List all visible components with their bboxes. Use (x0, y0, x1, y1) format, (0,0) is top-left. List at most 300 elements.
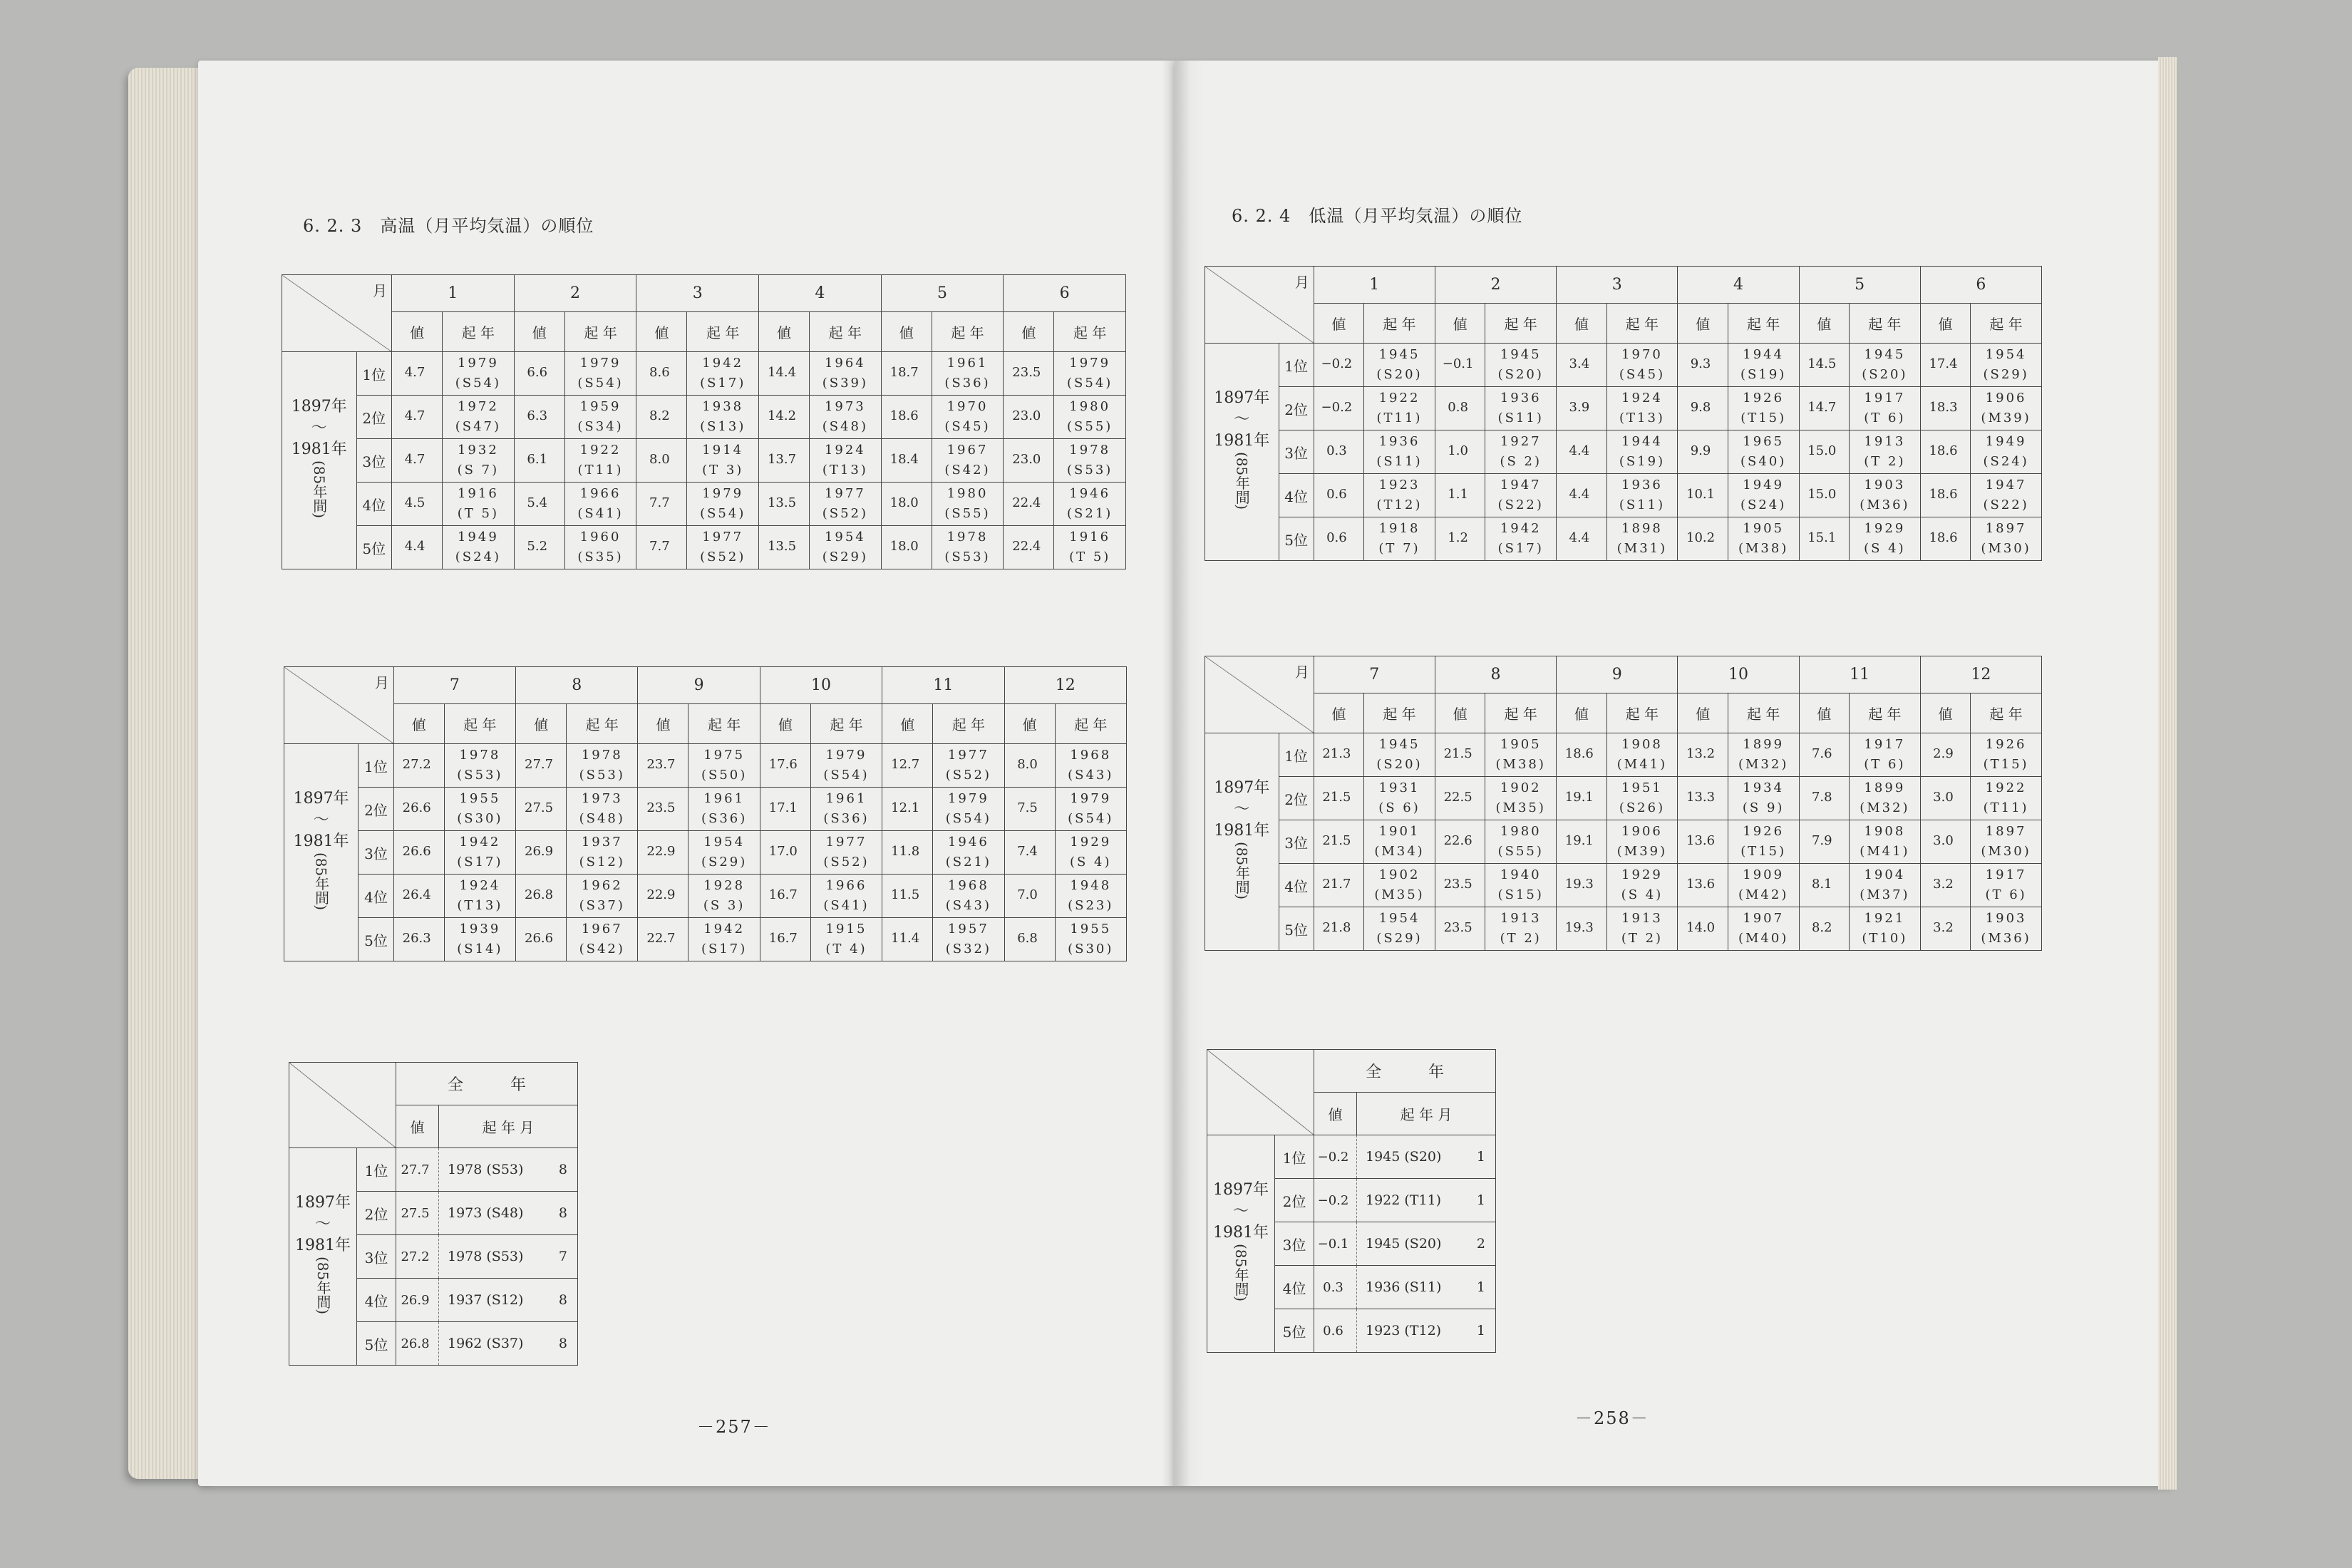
era-value: (T15) (1740, 844, 1787, 859)
year-value: 1917 (1864, 391, 1906, 406)
rank-label: 2位 (356, 396, 392, 439)
temp-value: 0.6 (1314, 474, 1363, 517)
temp-value: 1.1 (1435, 474, 1485, 517)
value-header: 値 (1920, 304, 1970, 344)
period-cell (284, 744, 359, 961)
year-cell (1606, 733, 1678, 777)
rank-label: 4位 (356, 483, 392, 526)
year-cell (1485, 344, 1557, 387)
year-cell (810, 352, 882, 396)
year-header: 起 年 (1485, 693, 1557, 733)
year-cell (933, 788, 1004, 831)
temp-value: 4.4 (392, 526, 443, 569)
month-header: 7 (393, 667, 515, 704)
temp-value: −0.1 (1314, 1222, 1357, 1266)
year-cell (1364, 820, 1435, 864)
year-value: 1978 (1069, 443, 1111, 458)
month-header: 6 (1920, 267, 2041, 304)
year-cell (444, 744, 515, 788)
year-value: 1954 (824, 530, 866, 545)
period-end: 1981年 (1214, 821, 1270, 840)
era-value: (S19) (1740, 367, 1787, 382)
era-value: (T 3) (702, 463, 744, 478)
period-tilde: ～ (1234, 800, 1250, 818)
temp-value: 6.8 (1004, 918, 1055, 961)
temp-value: 18.6 (881, 396, 932, 439)
temp-value: 8.6 (636, 352, 687, 396)
year-cell (1054, 396, 1126, 439)
year-value: 1936 (1378, 434, 1420, 449)
table-row (1205, 517, 2042, 561)
temp-value: 26.8 (396, 1322, 439, 1366)
year-value: 1970 (1621, 347, 1663, 362)
temp-value: 13.6 (1678, 820, 1728, 864)
era-value: (S53) (457, 768, 503, 783)
year-value: 1901 (1378, 824, 1420, 839)
rank-label: 2位 (1279, 777, 1314, 820)
era-value: (S47) (455, 419, 502, 434)
era-value: (S34) (577, 419, 624, 434)
table-row (1205, 344, 2042, 387)
year-value: 1980 (947, 486, 989, 501)
rank-label: 5位 (356, 526, 392, 569)
era-value: (S12) (579, 855, 625, 870)
era-value: (S43) (1068, 768, 1114, 783)
year-value: 1897 (1985, 824, 2027, 839)
temp-value: 22.6 (1435, 820, 1485, 864)
year-value: 1904 (1864, 867, 1906, 882)
era-value: (S53) (579, 768, 625, 783)
temp-value: 4.4 (1557, 430, 1606, 474)
temp-value: 27.2 (393, 744, 444, 788)
year-value: 1929 (1864, 521, 1906, 536)
annual-header: 全 年 (1314, 1050, 1496, 1093)
era-value: (T 6) (1864, 757, 1906, 772)
year-cell (567, 875, 638, 918)
era-value: (S11) (1619, 497, 1666, 512)
section-title-high: 6. 2. 3 高温（月平均気温）の順位 (303, 216, 594, 236)
year-value: 1909 (1743, 867, 1785, 882)
temp-value: 6.6 (514, 352, 564, 396)
year-cell (1055, 875, 1126, 918)
era-value: (S45) (1619, 367, 1666, 382)
year-value: 1972 (457, 399, 499, 414)
year-cell (1850, 864, 1921, 907)
year-header: 起 年 (1364, 693, 1435, 733)
table-row (1205, 777, 2042, 820)
year-cell (1485, 517, 1557, 561)
year-cell (1971, 344, 2042, 387)
year-value: 1938 (702, 399, 744, 414)
temp-value: 15.0 (1799, 430, 1849, 474)
temp-value: 5.2 (514, 526, 564, 569)
year-value: 1902 (1500, 780, 1542, 795)
year-header: 起 年 (933, 704, 1004, 744)
era-value: (S48) (579, 811, 625, 826)
year-value: 1964 (824, 356, 866, 371)
month-header: 11 (882, 667, 1004, 704)
year-month-cell (1357, 1266, 1496, 1309)
rank-label: 5位 (359, 918, 393, 961)
period-tilde: ～ (313, 810, 329, 829)
temp-value: −0.2 (1314, 1179, 1357, 1222)
year-value: 1908 (1864, 824, 1906, 839)
era-value: (S29) (1983, 367, 2029, 382)
month-header: 12 (1004, 667, 1126, 704)
temp-value: 5.4 (514, 483, 564, 526)
year-cell (444, 788, 515, 831)
era-value: (M34) (1374, 844, 1425, 859)
month-header: 8 (516, 667, 638, 704)
rank-label: 4位 (357, 1279, 396, 1322)
year-value: 1967 (581, 922, 623, 937)
table-row (284, 788, 1127, 831)
right-page-edges (2158, 57, 2177, 1490)
era-value: (M31) (1616, 541, 1668, 556)
value-header: 値 (1678, 693, 1728, 733)
year-month-cell (439, 1235, 578, 1279)
year-value: 1979 (1069, 356, 1111, 371)
year-cell (1728, 387, 1799, 430)
temp-value: 3.0 (1920, 820, 1970, 864)
temp-value: 12.1 (882, 788, 933, 831)
year-cell (810, 875, 882, 918)
temp-value: 18.6 (1557, 733, 1606, 777)
value-header: 値 (1678, 304, 1728, 344)
era-value: (S20) (1497, 367, 1544, 382)
era-value: (M35) (1495, 800, 1546, 815)
year-value: 1980 (1069, 399, 1111, 414)
year-cell (1850, 733, 1921, 777)
era-value: (S42) (579, 942, 625, 956)
annual-header: 全 年 (396, 1063, 578, 1105)
era-value: (M38) (1738, 541, 1789, 556)
year-value: 1937 (581, 835, 623, 850)
year-cell (932, 352, 1004, 396)
year-value: 1979 (947, 791, 989, 806)
low-temp-table-jan-jun (1205, 266, 2042, 561)
year-header: 起 年 (1606, 304, 1678, 344)
era-value: (S 4) (1621, 887, 1664, 902)
table-row (1205, 864, 2042, 907)
year-value: 1923 (1378, 478, 1420, 492)
year-value: 1944 (1743, 347, 1785, 362)
year-value: 1926 (1743, 824, 1785, 839)
year-cell (443, 352, 515, 396)
month-header: 3 (636, 275, 759, 312)
era-value: (S29) (822, 550, 868, 564)
month-value: 8 (558, 1162, 568, 1177)
year-cell (1850, 474, 1921, 517)
period-start: 1897年 (1214, 778, 1270, 797)
temp-value: 19.1 (1557, 820, 1606, 864)
year-value: 1897 (1985, 521, 2027, 536)
year-cell (1728, 777, 1799, 820)
era-value: (T13) (457, 898, 503, 913)
year-value: 1922 (1985, 780, 2027, 795)
era-value: (T 2) (1621, 931, 1664, 946)
year-value: 1961 (703, 791, 746, 806)
year-value: 1945 (1864, 347, 1906, 362)
year-header: 起 年 (1850, 304, 1921, 344)
year-cell (1055, 831, 1126, 875)
year-value: 1905 (1743, 521, 1785, 536)
temp-value: 22.9 (638, 831, 688, 875)
year-value: 1931 (1378, 780, 1420, 795)
table-row (282, 396, 1126, 439)
temp-value: 4.4 (1557, 517, 1606, 561)
year-value: 1922 (579, 443, 621, 458)
era-value: (S54) (700, 506, 746, 521)
year-cell (564, 396, 636, 439)
year-value: 1978 (459, 748, 501, 763)
temp-value: 23.7 (638, 744, 688, 788)
year-cell (564, 352, 636, 396)
value-header: 値 (1799, 304, 1849, 344)
year-value: 1966 (825, 878, 867, 893)
year-cell (1728, 733, 1799, 777)
year-era: 1945 (S20) (1366, 1149, 1442, 1165)
year-value: 1924 (1621, 391, 1663, 406)
era-value: (M35) (1374, 887, 1425, 902)
rank-label: 3位 (357, 1235, 396, 1279)
temp-value: 4.7 (392, 352, 443, 396)
temp-value: 14.4 (759, 352, 810, 396)
era-value: (S20) (1376, 757, 1423, 772)
year-value: 1957 (947, 922, 989, 937)
temp-value: 26.8 (516, 875, 567, 918)
year-value: 1902 (1378, 867, 1420, 882)
era-value: (S17) (701, 942, 748, 956)
temp-value: 0.6 (1314, 517, 1363, 561)
year-cell (443, 483, 515, 526)
period-tilde: ～ (314, 1214, 331, 1233)
year-cell (1850, 777, 1921, 820)
year-cell (1485, 430, 1557, 474)
value-header: 値 (514, 312, 564, 352)
year-header: 起 年 (932, 312, 1004, 352)
period-tilde: ～ (311, 418, 327, 437)
value-header: 値 (392, 312, 443, 352)
temp-value: 7.8 (1799, 777, 1849, 820)
year-value: 1916 (457, 486, 499, 501)
rank-label: 5位 (1279, 517, 1314, 561)
year-value: 1951 (1621, 780, 1663, 795)
month-label: 月 (1294, 664, 1309, 681)
year-value: 1966 (579, 486, 621, 501)
year-cell (1054, 483, 1126, 526)
value-header: 値 (881, 312, 932, 352)
era-value: (M32) (1738, 757, 1789, 772)
year-cell (687, 526, 759, 569)
year-value: 1942 (459, 835, 501, 850)
rank-label: 1位 (1279, 733, 1314, 777)
corner-cell (284, 667, 394, 744)
rank-label: 1位 (1279, 344, 1314, 387)
year-value: 1979 (1070, 791, 1112, 806)
era-value: (S 3) (703, 898, 746, 913)
era-value: (S54) (1068, 811, 1114, 826)
temp-value: 26.9 (396, 1279, 439, 1322)
era-value: (M32) (1860, 800, 1910, 815)
temp-value: 7.4 (1004, 831, 1055, 875)
year-header: 起 年 (1728, 304, 1799, 344)
year-cell (932, 483, 1004, 526)
year-value: 1965 (1743, 434, 1785, 449)
year-cell (933, 918, 1004, 961)
temp-value: 22.9 (638, 875, 688, 918)
year-cell (1485, 733, 1557, 777)
year-cell (1485, 820, 1557, 864)
temp-value: 21.8 (1314, 907, 1363, 951)
year-cell (810, 483, 882, 526)
value-header: 値 (393, 704, 444, 744)
year-value: 1928 (703, 878, 746, 893)
year-cell (1728, 864, 1799, 907)
year-cell (1606, 387, 1678, 430)
year-cell (1606, 820, 1678, 864)
era-value: (M40) (1738, 931, 1789, 946)
year-cell (687, 396, 759, 439)
month-value: 1 (1476, 1149, 1486, 1165)
year-value: 1936 (1621, 478, 1663, 492)
year-header: 起 年 (687, 312, 759, 352)
year-cell (1364, 733, 1435, 777)
period-span: (85年間) (1232, 1243, 1249, 1302)
year-cell (444, 918, 515, 961)
era-value: (S42) (944, 463, 991, 478)
rank-label: 1位 (357, 1148, 396, 1192)
period-end: 1981年 (1214, 431, 1270, 450)
temp-value: 18.0 (881, 483, 932, 526)
year-value: 1924 (459, 878, 501, 893)
temp-value: 17.0 (760, 831, 810, 875)
month-header: 5 (881, 275, 1004, 312)
value-header: 値 (1314, 304, 1363, 344)
year-value: 1955 (459, 791, 501, 806)
year-cell (1728, 820, 1799, 864)
era-value: (S43) (945, 898, 992, 913)
era-value: (S24) (1740, 497, 1787, 512)
temp-value: 4.7 (392, 396, 443, 439)
month-header: 6 (1004, 275, 1126, 312)
month-header: 12 (1920, 656, 2041, 693)
temp-value: 18.0 (881, 526, 932, 569)
era-value: (M39) (1616, 844, 1668, 859)
table-row (284, 918, 1127, 961)
temp-value: 13.6 (1678, 864, 1728, 907)
era-value: (M30) (1981, 844, 2031, 859)
year-value: 1908 (1621, 737, 1663, 752)
table-row (289, 1148, 578, 1192)
year-value: 1946 (1069, 486, 1111, 501)
table-row (1205, 430, 2042, 474)
era-value: (M41) (1616, 757, 1668, 772)
high-temp-table-annual (289, 1062, 578, 1366)
temp-value: 27.7 (516, 744, 567, 788)
month-header: 5 (1799, 267, 1920, 304)
era-value: (S21) (1067, 506, 1113, 521)
year-cell (444, 875, 515, 918)
year-cell (932, 526, 1004, 569)
era-value: (S30) (1068, 942, 1114, 956)
era-value: (S53) (944, 550, 991, 564)
temp-value: 9.8 (1678, 387, 1728, 430)
rank-label: 3位 (356, 439, 392, 483)
period-start: 1897年 (1213, 1180, 1269, 1199)
period-cell (1205, 733, 1279, 951)
era-value: (S17) (1497, 541, 1544, 556)
temp-value: −0.2 (1314, 1135, 1357, 1179)
era-value: (M38) (1495, 757, 1546, 772)
era-value: (S54) (1067, 376, 1113, 391)
year-value: 1916 (1069, 530, 1111, 545)
year-value: 1906 (1985, 391, 2027, 406)
year-value: 1949 (1985, 434, 2027, 449)
month-header: 11 (1799, 656, 1920, 693)
year-header: 起 年 (810, 704, 882, 744)
year-value: 1954 (1985, 347, 2027, 362)
temp-value: 14.5 (1799, 344, 1849, 387)
year-header: 起 年 (444, 704, 515, 744)
era-value: (S11) (1497, 411, 1544, 425)
era-value: (S17) (700, 376, 746, 391)
period-end: 1981年 (291, 440, 347, 458)
era-value: (M37) (1860, 887, 1910, 902)
temp-value: 0.3 (1314, 430, 1363, 474)
rank-label: 2位 (1279, 387, 1314, 430)
era-value: (T12) (1376, 497, 1423, 512)
temp-value: 7.7 (636, 526, 687, 569)
year-era: 1973 (S48) (448, 1205, 524, 1221)
rank-label: 3位 (1279, 430, 1314, 474)
value-header: 値 (760, 704, 810, 744)
temp-value: 12.7 (882, 744, 933, 788)
temp-value: 16.7 (760, 875, 810, 918)
temp-value: 8.2 (1799, 907, 1849, 951)
temp-value: 23.5 (638, 788, 688, 831)
year-cell (1971, 820, 2042, 864)
year-month-cell (439, 1148, 578, 1192)
temp-value: 26.6 (393, 831, 444, 875)
era-value: (M39) (1981, 411, 2031, 425)
table-row (282, 439, 1126, 483)
year-cell (567, 744, 638, 788)
year-cell (810, 788, 882, 831)
era-value: (S32) (945, 942, 992, 956)
temp-value: 26.9 (516, 831, 567, 875)
era-value: (M42) (1738, 887, 1789, 902)
value-header: 値 (1314, 1093, 1357, 1135)
corner-cell (1205, 267, 1314, 344)
temp-value: 22.4 (1004, 526, 1054, 569)
year-value: 1934 (1743, 780, 1785, 795)
temp-value: 0.3 (1314, 1266, 1357, 1309)
year-header: 起 年 (1971, 304, 2042, 344)
temp-value: 2.9 (1920, 733, 1970, 777)
year-cell (687, 439, 759, 483)
year-month-header: 起 年 月 (1357, 1093, 1496, 1135)
year-value: 1961 (825, 791, 867, 806)
year-cell (688, 831, 760, 875)
year-value: 1979 (457, 356, 499, 371)
rank-label: 2位 (357, 1192, 396, 1235)
value-header: 値 (638, 704, 688, 744)
year-cell (564, 439, 636, 483)
value-header: 値 (1920, 693, 1970, 733)
era-value: (M30) (1981, 541, 2031, 556)
temp-value: 8.2 (636, 396, 687, 439)
